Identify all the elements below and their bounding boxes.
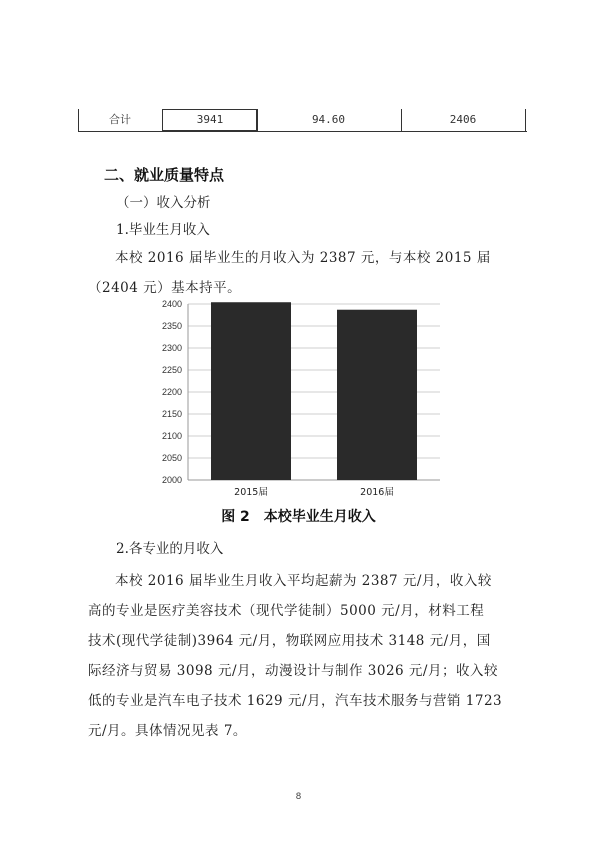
paragraph-line: （2404 元）基本持平。 [88,280,242,296]
item-title: 1.毕业生月收入 [116,222,210,238]
income-bar-chart [150,296,450,506]
table-cell-label: 合计 [109,113,131,126]
x-tick-label: 2015届 [234,487,268,498]
paragraph [88,243,528,303]
paragraph-line: 高的专业是医疗美容技术（现代学徒制）5000 元/月，材料工程 [88,603,485,619]
paragraph-line: 际经济与贸易 3098 元/月，动漫设计与制作 3026 元/月；收入较 [88,663,498,679]
paragraph-line: 技术(现代学徒制)3964 元/月，物联网应用技术 3148 元/月，国 [88,633,491,649]
table-cell-count: 3941 [162,109,258,131]
bar [337,310,417,480]
y-tick-label: 2350 [161,321,182,331]
y-tick-label: 2150 [161,409,182,419]
paragraph-line: 本校 2016 届毕业生月收入平均起薪为 2387 元/月，收入较 [115,573,492,589]
x-tick-label: 2016届 [360,487,394,498]
y-tick-label: 2250 [161,365,182,375]
table-border [525,109,526,131]
summary-table-row [78,109,527,132]
chart-svg [150,296,450,506]
paragraph [88,566,528,746]
y-tick-label: 2050 [161,453,182,463]
section-title: 二、就业质量特点 [104,166,225,184]
figure-caption: 图 2 本校毕业生月收入 [221,509,376,525]
page-number: 8 [295,792,302,802]
paragraph-line: 本校 2016 届毕业生的月收入为 2387 元，与本校 2015 届 [115,250,491,266]
paragraph-line: 元/月。具体情况见表 7。 [88,723,247,739]
y-tick-label: 2400 [161,299,182,309]
paragraph-line: 低的专业是汽车电子技术 1629 元/月，汽车技术服务与营销 1723 [88,693,503,709]
table-cell-rate: 94.60 [311,113,346,126]
y-tick-label: 2100 [161,431,182,441]
subsection-title: （一）收入分析 [116,195,211,211]
item-title: 2.各专业的月收入 [116,541,224,557]
y-tick-label: 2300 [161,343,182,353]
table-cell-income: 2406 [449,113,477,126]
y-tick-label: 2200 [161,387,182,397]
y-tick-label: 2000 [161,475,182,485]
bar [211,302,291,480]
